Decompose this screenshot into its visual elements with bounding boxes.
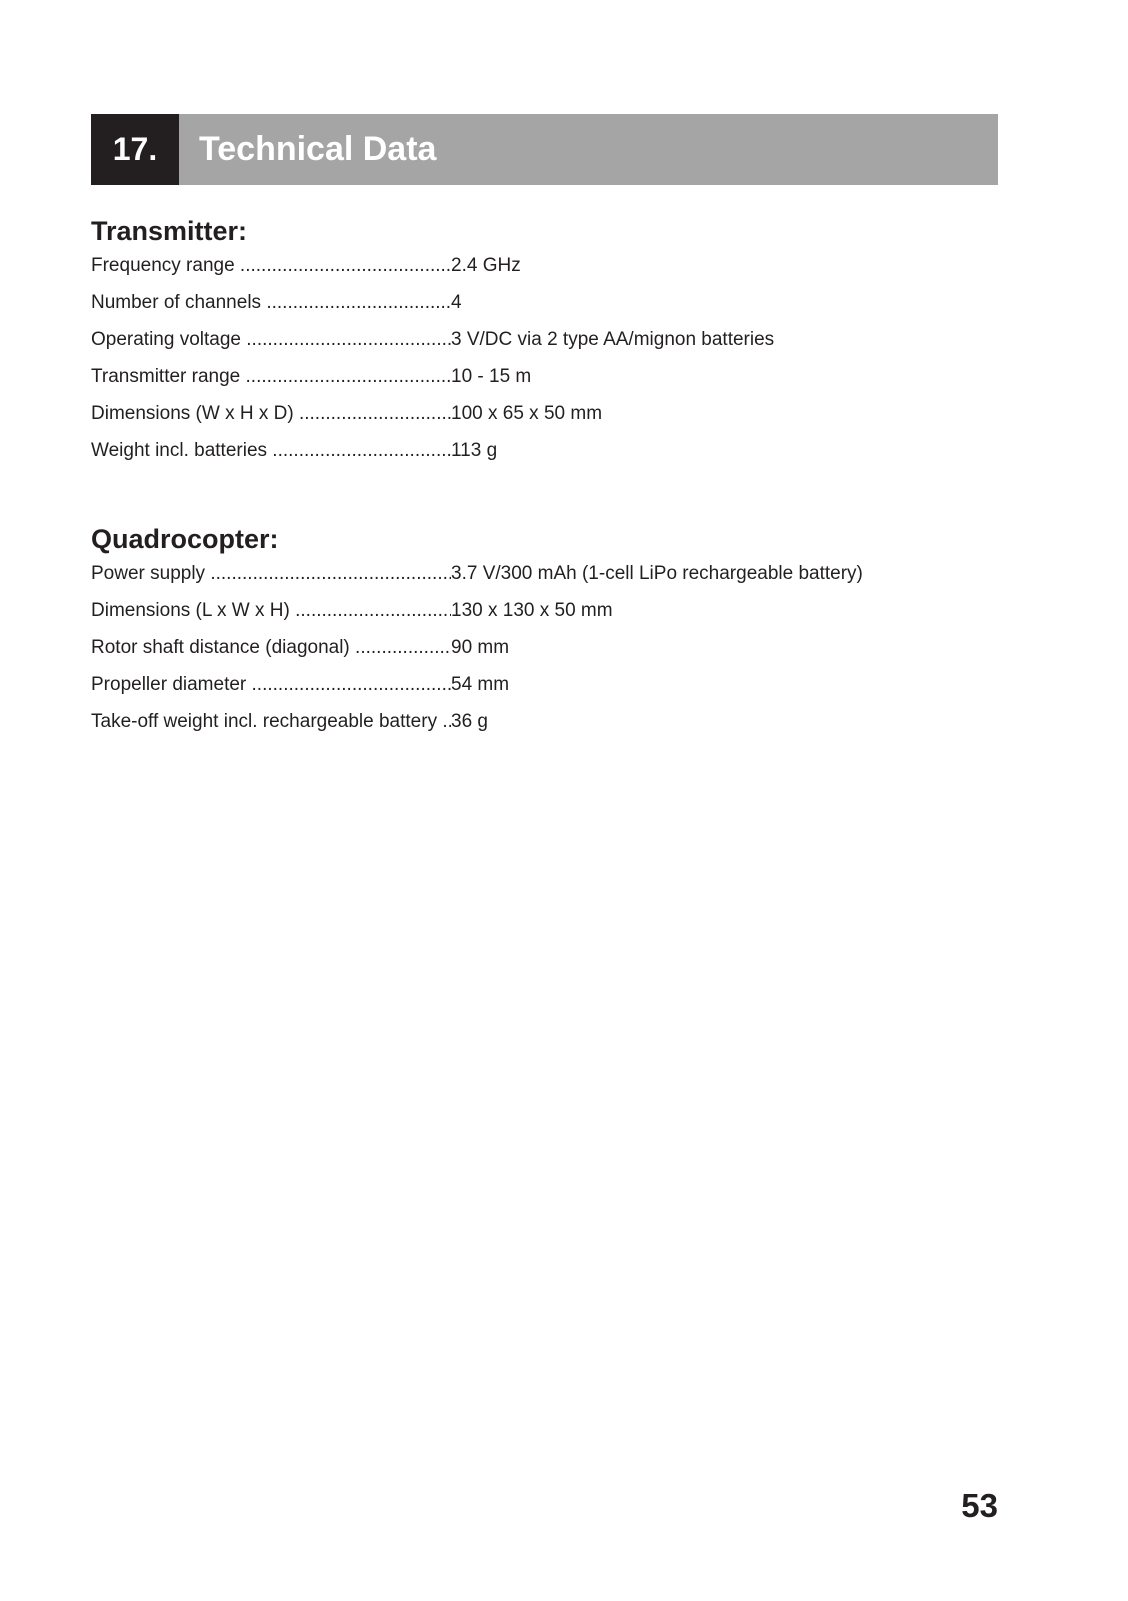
chapter-header: [91, 114, 998, 185]
spec-label: Number of channels .....: [91, 292, 451, 314]
page-number: 53: [961, 1487, 998, 1524]
spec-row: [91, 440, 891, 477]
chapter-title: Technical Data: [179, 114, 998, 185]
spec-label: Transmitter range .....: [91, 366, 451, 388]
spec-value: 54 mm: [451, 674, 510, 695]
spec-value: 90 mm: [451, 637, 510, 658]
quadrocopter-spec-list: [91, 563, 891, 748]
spec-row: [91, 563, 891, 600]
spec-value: 4: [451, 292, 462, 313]
spec-value: 2.4 GHz: [451, 255, 521, 276]
spec-label: Dimensions (L x W x H) .....: [91, 600, 451, 622]
transmitter-spec-list: [91, 255, 891, 477]
spec-value: 100 x 65 x 50 mm: [451, 403, 603, 424]
spec-label: Frequency range .....: [91, 255, 451, 277]
spec-row: [91, 255, 891, 292]
spec-label: Power supply .....: [91, 563, 451, 585]
spec-value: 130 x 130 x 50 mm: [451, 600, 613, 621]
spec-row: [91, 292, 891, 329]
spec-value: 3 V/DC via 2 type AA/mignon batteries: [451, 329, 775, 350]
spec-label: Operating voltage .....: [91, 329, 451, 351]
spec-value: 113 g: [451, 440, 498, 461]
spec-value: 10 - 15 m: [451, 366, 532, 387]
spec-label: Dimensions (W x H x D) .....: [91, 403, 451, 425]
spec-row: [91, 403, 891, 440]
spec-row: [91, 366, 891, 403]
transmitter-heading: Transmitter:: [91, 216, 248, 246]
quadrocopter-heading: Quadrocopter:: [91, 524, 279, 554]
spec-label: Take-off weight incl. rechargeable battery .....: [91, 711, 451, 733]
spec-row: [91, 600, 891, 637]
spec-value: 36 g: [451, 711, 488, 732]
spec-row: [91, 674, 891, 711]
spec-row: [91, 711, 891, 748]
spec-row: [91, 637, 891, 674]
spec-label: Rotor shaft distance (diagonal) .....: [91, 637, 451, 659]
chapter-number: 17.: [91, 114, 179, 185]
spec-value: 3.7 V/300 mAh (1-cell LiPo rechargeable battery): [451, 563, 863, 584]
spec-label: Weight incl. batteries .....: [91, 440, 451, 462]
spec-row: [91, 329, 891, 366]
spec-label: Propeller diameter .....: [91, 674, 451, 696]
